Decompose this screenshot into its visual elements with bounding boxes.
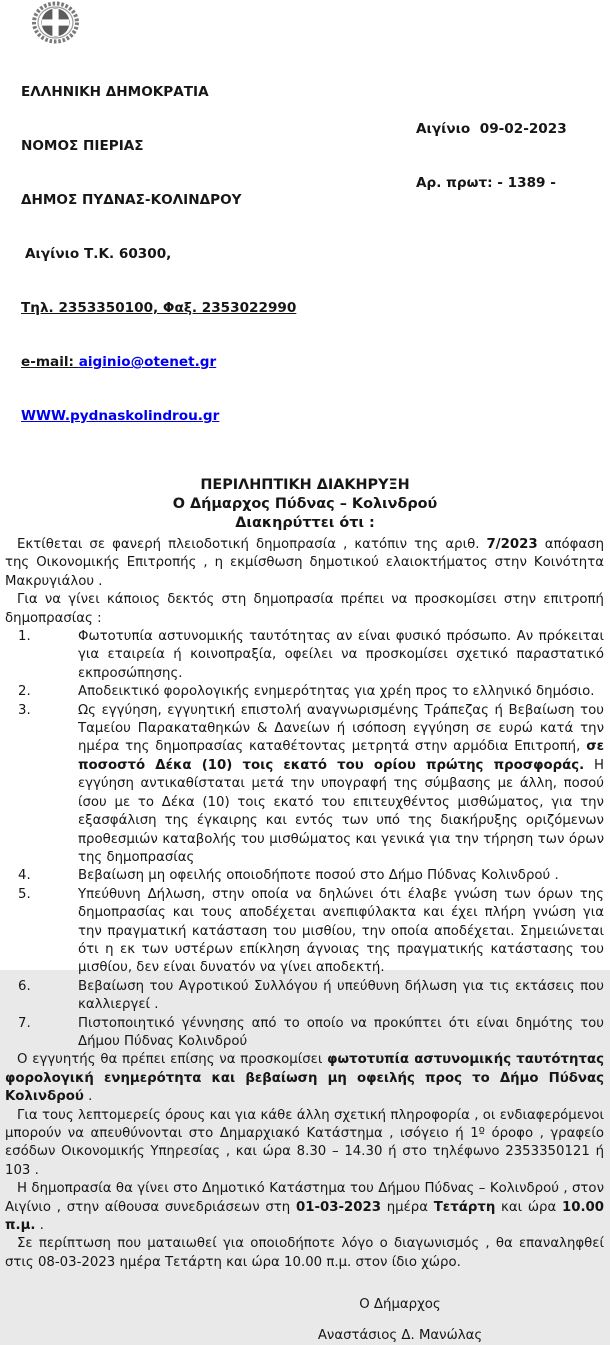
org-line-republic: ΕΛΛΗΝΙΚΗ ΔΗΜΟΚΡΑΤΙΑ	[21, 84, 209, 100]
requirements-list	[5, 628, 604, 1051]
email-label: e-mail:	[21, 354, 79, 370]
signature-role: Ο Δήμαρχος	[359, 1297, 441, 1313]
requirement-item	[5, 867, 604, 885]
requirement-number: 3.	[18, 702, 31, 718]
requirement-number: 5.	[18, 886, 31, 902]
title-line-3: Διακηρύττει ότι :	[235, 515, 375, 531]
place-date: Αιγίνιο 09-02-2023	[416, 121, 567, 137]
requirements-lead-paragraph: Για να γίνει κάποιος δεκτός στη δημοπρασία πρέπει να προσκομίσει στην επιτροπή δημοπρασίας :	[5, 592, 604, 626]
requirement-item	[5, 628, 604, 683]
requirement-text: Ως εγγύηση, εγγυητική επιστολή αναγνωρισμένης Τράπεζας ή Βεβαίωση του Ταμείου Παρακαταθηκών & Δανείων ή ισόποση εγγύηση σε ευρώ κατά την ημέρα της δημοπρασίας καταθέτοντας μετρητά στην αρμόδια Επιτροπή, σε ποσοστό Δέκα (10) τοις εκατό του ορίου πρώτης προσφοράς. Η εγγύηση αντικαθίσταται μετά την υπογραφή της σύμβασης με άλλη, ποσού ίσου με το Δέκα (10) τοις εκατό του επιτευχθέντος μισθώματος, για την εξασφάλιση της έγκαιρης και εντός των υπό της διακήρυξης οριζόμενων προθεσμιών καταβολής του μισθώματος και γενικά για την τήρηση των όρων της δημοπρασίας	[78, 702, 604, 865]
address-line: Αιγίνιο Τ.Κ. 60300,	[25, 246, 172, 262]
info-paragraph: Για τους λεπτομερείς όρους και για κάθε άλλη σχετική πληροφορία , οι ενδιαφερόμενοι μπορούν να απευθύνονται στο Δημαρχιακό Κατάστημα , ισόγειο ή 1º όροφο , γραφείο εσόδων Οικονομικής Υπηρεσίας , και ώρα 8.30 – 14.30 ή στο τηλέφωνο 2353350121 ή 103 .	[5, 1107, 604, 1178]
requirement-number: 4.	[18, 868, 31, 884]
letterhead-right	[416, 84, 567, 228]
requirement-text: Βεβαίωση μη οφειλής οποιοδήποτε ποσού στο Δήμο Πύδνας Κολινδρού .	[78, 868, 559, 884]
website-link[interactable]: WWW.pydnaskolindrou.gr	[21, 408, 220, 424]
requirement-text: Πιστοποιητικό γέννησης από το οποίο να προκύπτει ότι είναι δημότης του Δήμου Πύδνας Κολινδρού	[78, 1015, 604, 1049]
signature-name: Αναστάσιος Δ. Μανώλας	[317, 1328, 483, 1344]
requirement-text: Φωτοτυπία αστυνομικής ταυτότητας αν είναι φυσικό πρόσωπο. Αν πρόκειται για εταιρεία ή κοινοπραξία, οφείλει να προσκομίσει σχετικό παραστατικό εκπροσώπησης.	[78, 629, 604, 681]
requirement-text: Υπεύθυνη Δήλωση, στην οποία να δηλώνει ότι έλαβε γνώση των όρων της δημοπρασίας και τους αποδέχεται ανεπιφύλακτα και έχει πλήρη γνώση για την πραγματική κατάσταση του μισθίου, την οποία αποδέχεται. Σημειώνεται ότι η εκ των υστέρων επίκληση άγνοιας της πραγματικής κατάστασης του μισθίου, δεν είναι δυνατόν να γίνει αποδεκτή.	[78, 886, 604, 976]
email-line	[21, 353, 610, 371]
requirement-text: Βεβαίωση του Αγροτικού Συλλόγου ή υπεύθυνη δήλωση για τις εκτάσεις που καλλιεργεί .	[78, 978, 604, 1013]
phone-fax-line: Τηλ. 2353350100, Φαξ. 2353022990	[21, 300, 297, 316]
requirement-item	[5, 978, 604, 1015]
guarantor-paragraph: Ο εγγυητής θα πρέπει επίσης να προσκομίσει φωτοτυπία αστυνομικής ταυτότητας φορολογική ενημερότητα και βεβαίωση μη οφειλής προς το Δήμο Πύδνας Κολινδρού .	[5, 1052, 604, 1105]
requirement-number: 7.	[18, 1015, 31, 1031]
requirement-item	[5, 702, 604, 868]
letterhead	[0, 0, 610, 461]
title-line-1: ΠΕΡΙΛΗΠΤΙΚΗ ΔΙΑΚΗΡΥΞΗ	[200, 477, 410, 493]
postponement-paragraph: Σε περίπτωση που ματαιωθεί για οποιοδήποτε λόγο ο διαγωνισμός , θα επαναληφθεί στις 08-03-2023 ημέρα Τετάρτη και ώρα 10.00 π.μ. στον ίδιο χώρο.	[5, 1236, 604, 1270]
website-line	[21, 407, 610, 425]
signature-block	[250, 1296, 550, 1345]
requirement-number: 6.	[18, 978, 31, 994]
document-body	[5, 536, 604, 1272]
auction-date-paragraph: Η δημοπρασία θα γίνει στο Δημοτικό Κατάστημα του Δήμου Πύδνας – Κολινδρού , στον Αιγίνιο , στην αίθουσα συνεδριάσεων στη 01-03-2023 ημέρα Τετάρτη και ώρα 10.00 π.μ. .	[5, 1181, 604, 1234]
org-line-prefecture: ΝΟΜΟΣ ΠΙΕΡΙΑΣ	[21, 138, 144, 154]
requirement-item	[5, 683, 604, 701]
org-line-municipality: ΔΗΜΟΣ ΠΥΔΝΑΣ-ΚΟΛΙΝΔΡΟΥ	[21, 192, 242, 208]
requirement-item	[5, 886, 604, 978]
requirement-number: 1.	[18, 629, 31, 645]
requirement-item	[5, 1015, 604, 1052]
requirement-text: Αποδεικτικό φορολογικής ενημερότητας για χρέη προς το ελληνικό δημόσιο.	[78, 684, 595, 700]
protocol-number: Αρ. πρωτ: - 1389 -	[416, 175, 556, 191]
greek-national-emblem-icon	[31, 2, 80, 43]
intro-paragraph: Εκτίθεται σε φανερή πλειοδοτική δημοπρασία , κατόπιν της αριθ. 7/2023 απόφαση της Οικονομικής Επιτροπής , η εκμίσθωση δημοτικού ελαιοκτήματος στην Κοινότητα Μακρυγιάλου .	[5, 537, 604, 589]
title-line-2: Ο Δήμαρχος Πύδνας – Κολινδρού	[172, 496, 438, 512]
document-title	[0, 476, 610, 533]
email-link[interactable]: aiginio@otenet.gr	[78, 354, 217, 370]
requirement-number: 2.	[18, 684, 31, 700]
